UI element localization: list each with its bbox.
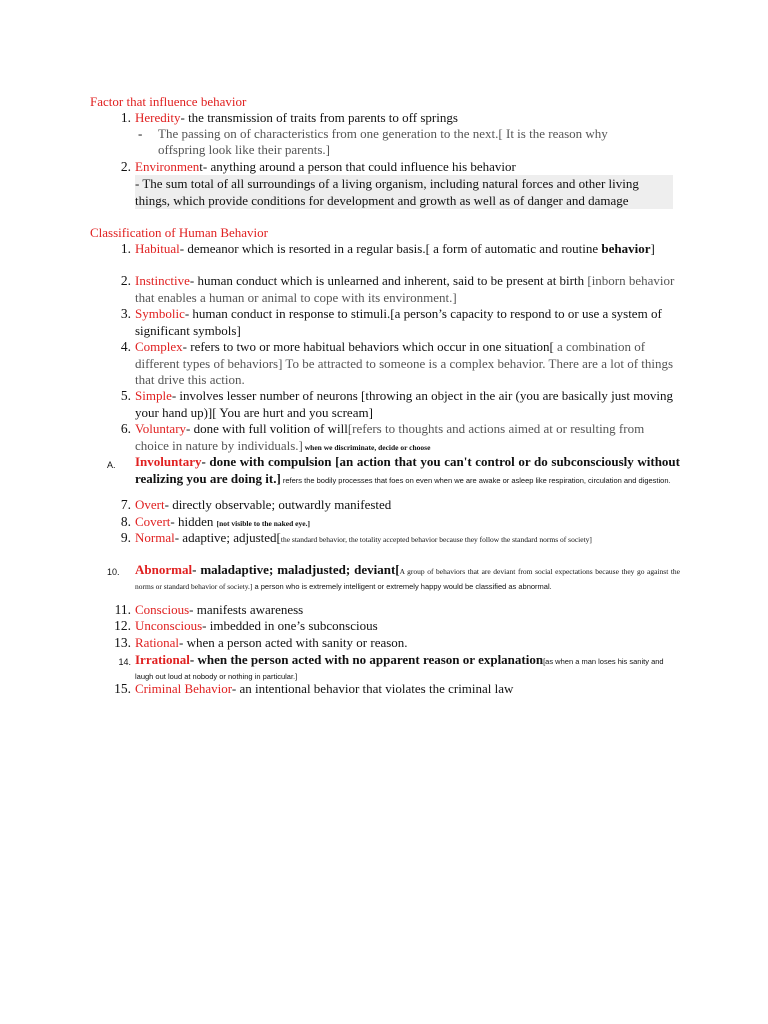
item-number: 6.: [120, 421, 131, 436]
item-term: Environmen: [135, 159, 200, 174]
item-number: 1.: [120, 241, 131, 256]
item-note: [inborn behavior that enables a human or animal to cope with its environment.]: [135, 273, 675, 305]
item-term: Criminal Behavior: [135, 681, 232, 696]
item-definition: - involves lesser number of neurons [throwing an object in the air (you are basically just moving your hand up)][ You are hurt and you scream]: [135, 388, 673, 420]
item-term: Unconscious: [135, 618, 203, 633]
item-small-note: [not visible to the naked eye.]: [216, 519, 310, 528]
item-number: 11.: [114, 602, 131, 617]
item-closing: ]: [650, 241, 655, 256]
item-number: 10.: [107, 567, 120, 577]
item-note: [refers to thoughts and actions aimed at or resulting from choice in nature by individuals.]: [135, 421, 645, 453]
item-definition: - human conduct in response to stimuli.[a person’s capacity to respond to or use a system of significant symbols]: [135, 306, 662, 338]
heredity-sub-text: The passing on of characteristics from one generation to the next.[ It is the reason why offspring look like their parents.]: [158, 126, 608, 157]
list-item-environment: [120, 159, 680, 176]
list-item-criminal-behavior: [114, 681, 680, 698]
item-number: 5.: [120, 388, 131, 403]
item-term: Involuntary: [135, 454, 202, 469]
item-number: 14.: [118, 657, 131, 667]
item-term: Voluntary: [135, 421, 187, 436]
item-definition: - done with full volition of will: [186, 421, 348, 436]
item-term: Irrational: [135, 652, 190, 667]
list-item-complex: [120, 339, 680, 389]
item-number: 3.: [120, 306, 131, 321]
item-extra-note: a person who is extremely intelligent or extremely happy would be classified as abnormal.: [252, 582, 552, 591]
item-number: 2.: [120, 273, 131, 288]
list-item-voluntary: [120, 421, 680, 456]
item-number: 4.: [120, 339, 131, 354]
list-item-overt: [120, 497, 680, 514]
item-definition: - adaptive; adjusted[: [174, 530, 281, 545]
item-small-note: [as when a man loses his sanity and laugh out loud at nobody or nothing in particular.]: [135, 657, 664, 681]
item-definition: - maladaptive; maladjusted; deviant[: [192, 562, 400, 577]
item-definition: t- anything around a person that could influence his behavior: [199, 159, 516, 174]
item-small-note: the standard behavior, the totality accepted behavior because they follow the standard norms of society]: [280, 535, 592, 544]
item-term: Conscious: [135, 602, 190, 617]
item-note: a combination of different types of behaviors] To be attracted to someone is a complex behavior. There are a lot of things that drive this action.: [135, 339, 674, 387]
list-item-abnormal: [107, 562, 681, 592]
item-definition: - an intentional behavior that violates the criminal law: [231, 681, 514, 696]
item-number: 13.: [114, 635, 131, 650]
item-term: Complex: [135, 339, 183, 354]
item-term: Simple: [135, 388, 172, 403]
item-definition: - the transmission of traits from parents to off springs: [180, 110, 458, 125]
list-item-symbolic: [120, 306, 680, 339]
item-small-note: refers the bodily processes that foes on even when we are awake or asleep like respiration, circulation and digestion.: [280, 476, 671, 485]
item-definition: - imbedded in one’s subconscious: [202, 618, 378, 633]
item-bold-word: behavior: [601, 241, 651, 256]
section-heading-factors: Factor that influence behavior: [90, 94, 247, 109]
list-item-conscious: [114, 602, 680, 619]
item-definition: - demeanor which is resorted in a regular basis.[ a form of automatic and routine: [179, 241, 602, 256]
item-term: Rational: [135, 635, 180, 650]
item-definition: - manifests awareness: [189, 602, 304, 617]
list-item-normal: [120, 530, 680, 547]
item-term: Instinctive: [135, 273, 190, 288]
list-item-involuntary: [107, 453, 680, 487]
item-definition: - when a person acted with sanity or reason.: [179, 635, 408, 650]
list-item-irrational: [118, 652, 680, 682]
item-definition: - done with compulsion [an action that you can't control or do subconsciously without realizing you are doing it.]: [135, 454, 680, 486]
list-item-unconscious: [114, 618, 680, 635]
item-term: Abnormal: [135, 562, 193, 577]
list-item-simple: [120, 388, 680, 421]
item-term: Symbolic: [135, 306, 185, 321]
list-item-instinctive: [120, 273, 680, 306]
item-number: 12.: [114, 618, 131, 633]
environment-sub-text: - The sum total of all surroundings of a living organism, including natural forces and other living things, which provide conditions for development and growth as well as of danger and damage: [135, 175, 673, 209]
item-term: Overt: [135, 497, 165, 512]
list-item-rational: [114, 635, 680, 652]
item-number: 15.: [114, 681, 131, 696]
list-item-habitual: [120, 241, 680, 258]
item-definition: - when the person acted with no apparent reason or explanation: [189, 652, 544, 667]
item-letter: A.: [107, 460, 116, 470]
item-definition: - human conduct which is unlearned and inherent, said to be present at birth: [189, 273, 588, 288]
item-number: 8.: [120, 514, 131, 529]
item-term: Habitual: [135, 241, 180, 256]
item-small-note: A group of behaviors that are deviant from social expectations because they go against the norms or standard behavior of society.]: [135, 567, 681, 591]
item-number: 7.: [120, 497, 131, 512]
list-item-heredity: [120, 110, 680, 127]
item-number: 1.: [120, 110, 131, 125]
section-heading-classification: Classification of Human Behavior: [90, 225, 268, 240]
item-definition: - directly observable; outwardly manifested: [164, 497, 392, 512]
item-number: 2.: [120, 159, 131, 174]
item-term: Covert: [135, 514, 171, 529]
item-term: Heredity: [135, 110, 181, 125]
sub-bullet-dash: -: [138, 126, 143, 141]
item-definition: - refers to two or more habitual behaviors which occur in one situation[: [182, 339, 558, 354]
item-definition: - hidden: [170, 514, 217, 529]
item-small-note: when we discriminate, decide or choose: [302, 442, 431, 452]
item-number: 9.: [120, 530, 131, 545]
item-term: Normal: [135, 530, 175, 545]
